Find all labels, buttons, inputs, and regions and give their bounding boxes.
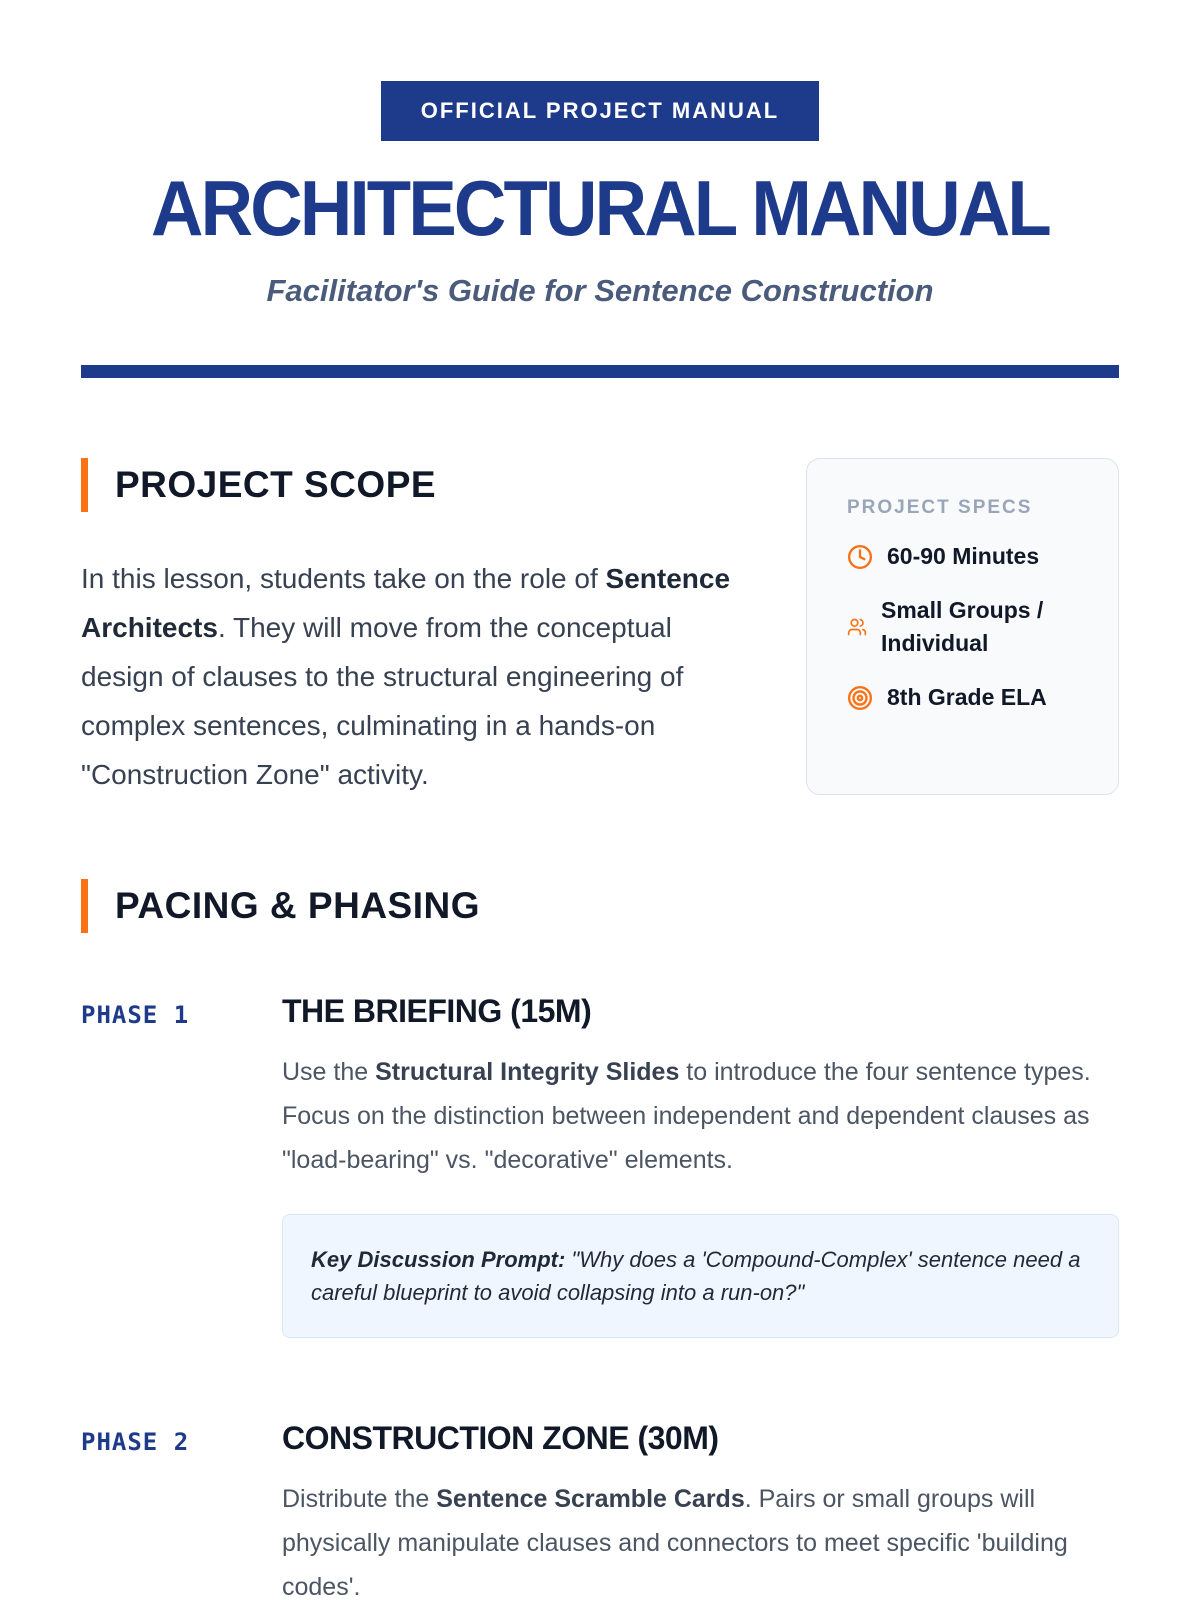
phase-2 xyxy=(81,1420,1119,1600)
spec-grouping xyxy=(847,594,1078,660)
spec-grouping-label: Small Groups / Individual xyxy=(881,597,1044,656)
target-icon xyxy=(847,685,873,711)
spec-duration xyxy=(847,543,1078,570)
phase-2-title: CONSTRUCTION ZONE (30M) xyxy=(282,1420,719,1456)
scope-paragraph xyxy=(81,554,746,799)
discussion-prompt-box xyxy=(282,1214,1119,1338)
phase-1-text xyxy=(282,1050,1119,1182)
scope-text-part-1: In this lesson, students take on the role of xyxy=(81,563,606,594)
prompt-label: Key Discussion Prompt: xyxy=(311,1247,566,1272)
project-specs-card xyxy=(806,458,1119,795)
phase-1-title: THE BRIEFING (15M) xyxy=(282,993,592,1029)
phase-1-body xyxy=(282,993,1119,1338)
scope-section xyxy=(81,458,1119,799)
phase-2-text-part-1: Distribute the xyxy=(282,1485,437,1513)
spec-grade xyxy=(847,684,1078,711)
spec-grade-label: 8th Grade ELA xyxy=(887,684,1047,710)
phase-1 xyxy=(81,993,1119,1338)
pacing-section xyxy=(81,879,1119,1600)
scope-heading: PROJECT SCOPE xyxy=(81,458,746,512)
phase-2-number: PHASE 2 xyxy=(81,1428,190,1456)
clock-icon xyxy=(847,544,873,570)
users-icon xyxy=(847,617,867,637)
phase-2-text-bold: Sentence Scramble Cards xyxy=(436,1485,745,1513)
page-subtitle: Facilitator's Guide for Sentence Construction xyxy=(266,273,934,308)
page-title: ARCHITECTURAL MANUAL xyxy=(151,164,1049,252)
phase-2-text-part-2: . Pairs or small groups will physically manipulate clauses and connectors to meet specific 'building codes'. xyxy=(282,1485,1068,1600)
specs-title: PROJECT SPECS xyxy=(847,497,1033,518)
phase-2-text xyxy=(282,1477,1119,1600)
scope-content xyxy=(81,458,746,799)
prompt-text: "Why does a 'Compound-Complex' sentence need a careful blueprint to avoid collapsing into a run-on?" xyxy=(311,1247,1081,1305)
scope-text-part-2: . They will move from the conceptual design of clauses to the structural engineering of complex sentences, culminating in a hands-on "Construction Zone" activity. xyxy=(81,612,684,790)
pacing-heading: PACING & PHASING xyxy=(81,879,1119,933)
spec-duration-label: 60-90 Minutes xyxy=(887,543,1040,569)
phase-1-number: PHASE 1 xyxy=(81,1001,190,1029)
header-divider xyxy=(81,365,1119,378)
phase-1-text-bold: Structural Integrity Slides xyxy=(375,1058,680,1086)
manual-badge: OFFICIAL PROJECT MANUAL xyxy=(381,81,819,141)
phase-1-text-part-1: Use the xyxy=(282,1058,376,1086)
phase-1-text-part-2: to introduce the four sentence types. Focus on the distinction between independent and dependent clauses as "load-bearing" vs. "decorative" elements. xyxy=(282,1058,1091,1174)
header xyxy=(81,0,1119,378)
phase-2-body xyxy=(282,1420,1119,1600)
scope-text-bold: Sentence Architects xyxy=(81,563,731,643)
